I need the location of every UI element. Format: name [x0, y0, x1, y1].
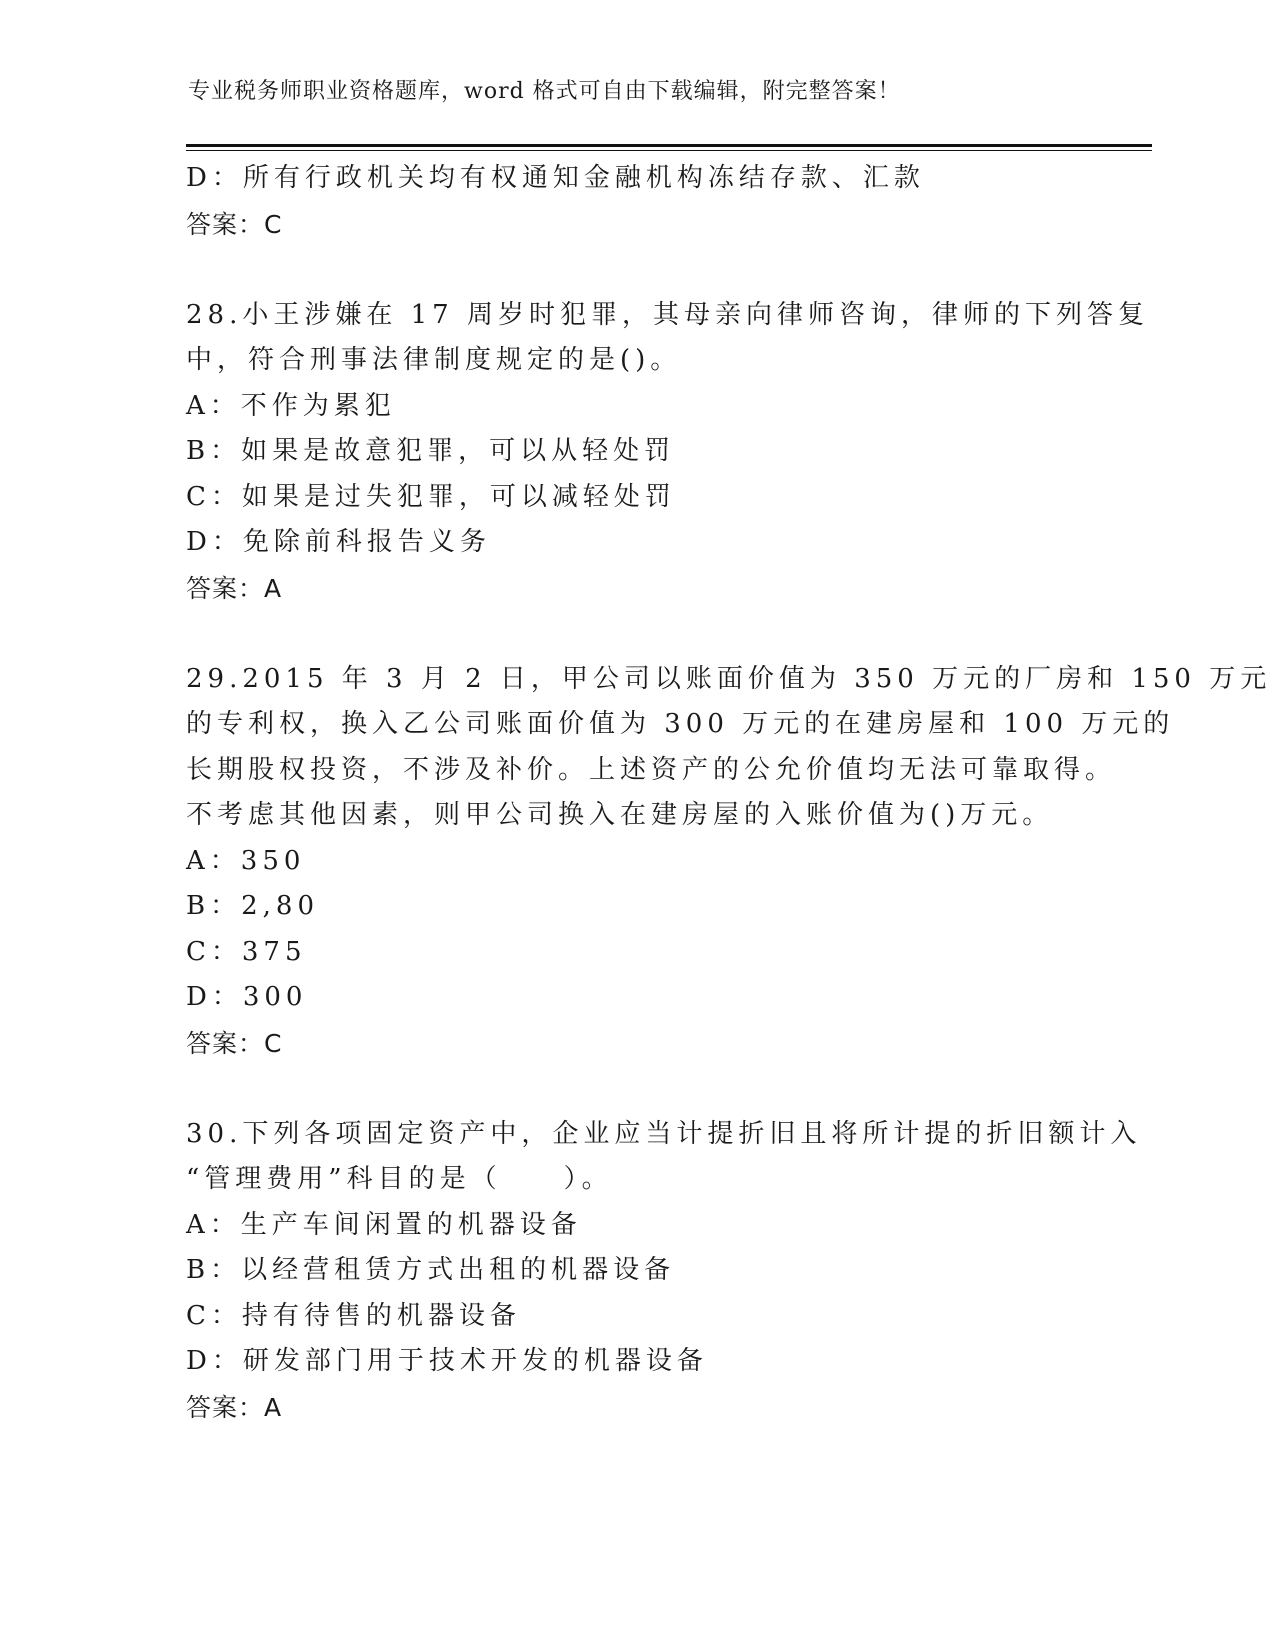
spacer — [186, 247, 1086, 293]
question-28 — [186, 293, 1149, 612]
previous-question-tail — [186, 156, 1086, 247]
option-d: D：免除前科报告义务 — [186, 527, 491, 557]
answer: 答案：C — [186, 209, 283, 239]
option-c: C：持有待售的机器设备 — [186, 1300, 521, 1331]
answer: 答案：A — [186, 573, 283, 603]
option-a: A：350 — [186, 845, 306, 876]
question-text-line: “管理费用”科目的是（ ）。 — [186, 1164, 613, 1194]
header-rule-thin — [186, 150, 1152, 151]
question-text-line: 中，符合刑事法律制度规定的是()。 — [186, 345, 682, 375]
option-b: B：以经营租赁方式出租的机器设备 — [186, 1255, 676, 1285]
option-d: D：所有行政机关均有权通知金融机构冻结存款、汇款 — [186, 163, 925, 193]
question-text-line: 的专利权，换入乙公司账面价值为 300 万元的在建房屋和 100 万元的 — [186, 709, 1175, 739]
question-text-line: 29.2015 年 3 月 2 日，甲公司以账面价值为 350 万元的厂房和 150 万元 — [186, 663, 1272, 694]
question-text-line: 长期股权投资，不涉及补价。上述资产的公允价值均无法可靠取得。 — [186, 754, 1117, 785]
question-30 — [186, 1112, 1142, 1431]
spacer — [186, 1066, 1086, 1112]
option-a: A：不作为累犯 — [186, 390, 396, 421]
option-b: B：2,80 — [186, 891, 319, 921]
answer: 答案：A — [186, 1392, 283, 1422]
question-text-line: 28.小王涉嫌在 17 周岁时犯罪，其母亲向律师咨询，律师的下列答复 — [186, 299, 1149, 330]
question-text-line: 30.下列各项固定资产中，企业应当计提折旧且将所计提的折旧额计入 — [186, 1118, 1142, 1149]
option-a: A：生产车间闲置的机器设备 — [186, 1209, 582, 1240]
option-d: D：研发部门用于技术开发的机器设备 — [186, 1346, 708, 1376]
option-d: D：300 — [186, 982, 308, 1012]
spacer — [186, 611, 1086, 657]
header-rule-thick — [186, 144, 1152, 147]
option-b: B：如果是故意犯罪，可以从轻处罚 — [186, 436, 676, 466]
question-29 — [186, 657, 1272, 1067]
option-c: C：如果是过失犯罪，可以减轻处罚 — [186, 481, 676, 512]
question-text-line: 不考虑其他因素，则甲公司换入在建房屋的入账价值为()万元。 — [186, 800, 1054, 830]
option-c: C：375 — [186, 936, 307, 967]
page-header: 专业税务师职业资格题库，word 格式可自由下载编辑，附完整答案！ — [188, 79, 901, 104]
answer: 答案：C — [186, 1028, 283, 1058]
question-content — [186, 156, 1272, 1430]
